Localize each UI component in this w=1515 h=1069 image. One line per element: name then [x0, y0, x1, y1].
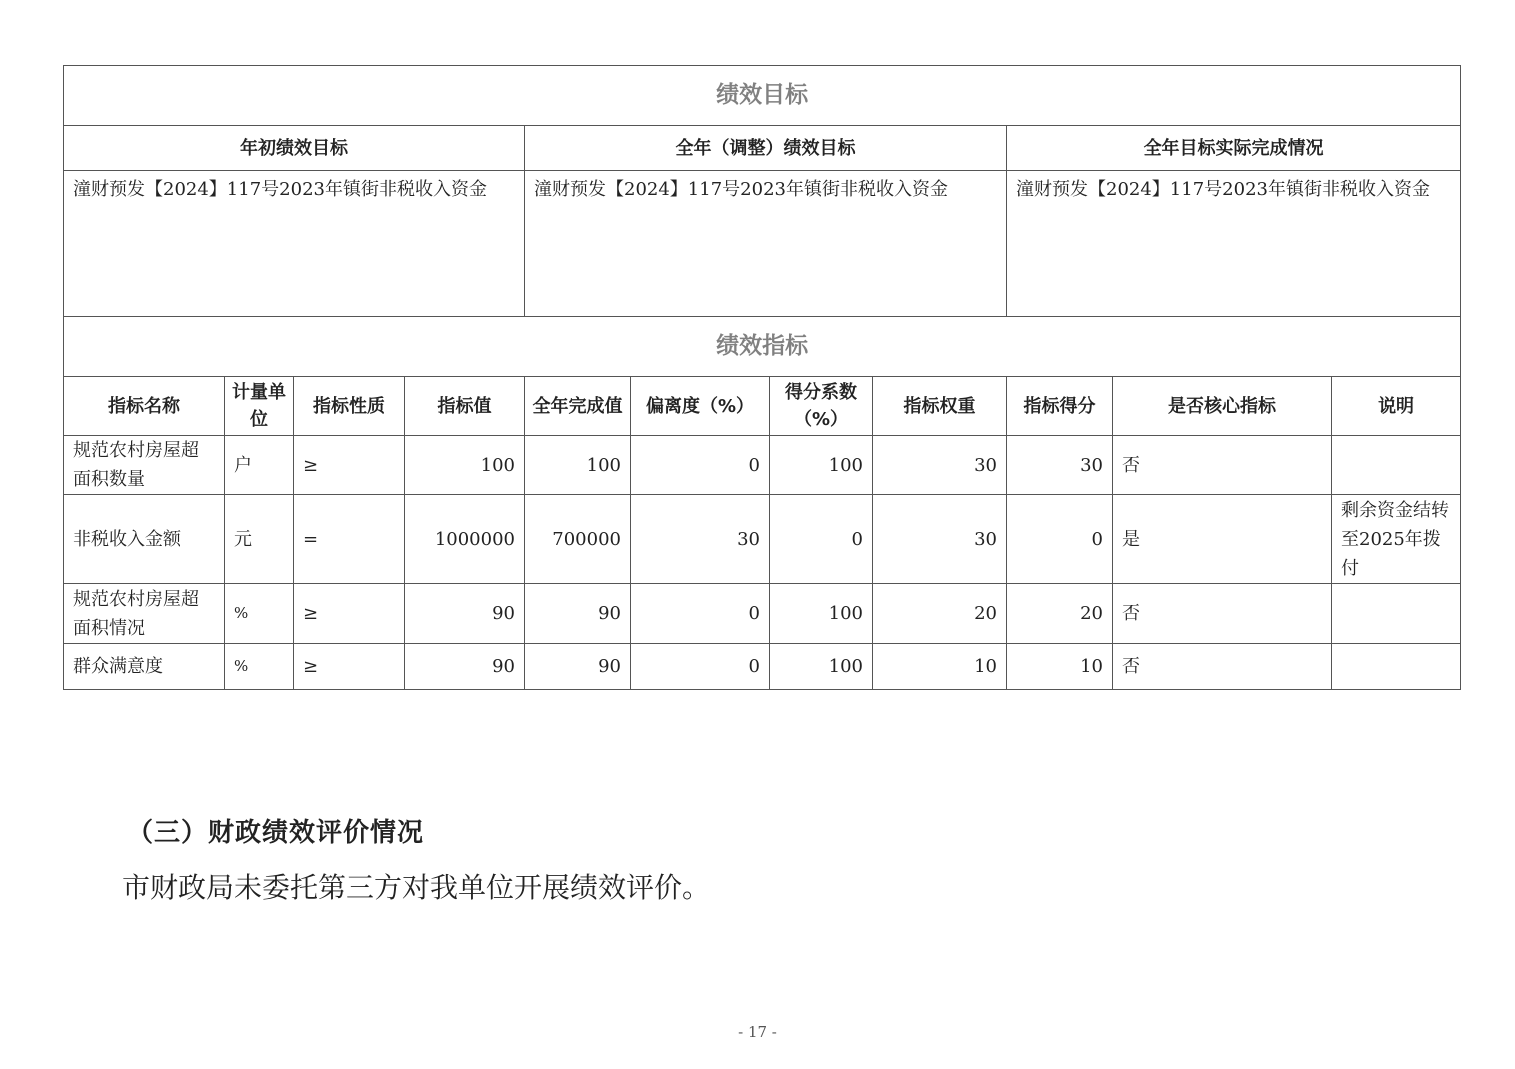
goal-initial-content: 潼财预发【2024】117号2023年镇街非税收入资金: [64, 171, 525, 317]
indicator-note: [1332, 436, 1461, 495]
header-coefficient: 得分系数（%）: [770, 377, 873, 436]
indicator-value: 90: [405, 584, 525, 644]
indicator-deviation: 30: [631, 495, 770, 584]
indicator-unit: 元: [225, 495, 294, 584]
header-core: 是否核心指标: [1113, 377, 1332, 436]
section-heading: （三）财政绩效评价情况: [127, 818, 425, 848]
indicator-coefficient: 100: [770, 644, 873, 690]
indicator-coefficient: 100: [770, 436, 873, 495]
goals-section-title: 绩效目标: [64, 66, 1461, 126]
indicator-name: 群众满意度: [64, 644, 225, 690]
table-row: [64, 436, 1461, 495]
indicator-actual: 700000: [525, 495, 631, 584]
indicator-note: 剩余资金结转至2025年拨付: [1332, 495, 1461, 584]
indicator-core: 否: [1113, 584, 1332, 644]
indicator-value: 90: [405, 644, 525, 690]
indicator-value: 1000000: [405, 495, 525, 584]
table-row: [64, 495, 1461, 584]
goals-header-actual: 全年目标实际完成情况: [1007, 126, 1461, 171]
goals-header-adjusted: 全年（调整）绩效目标: [525, 126, 1007, 171]
indicator-weight: 20: [873, 584, 1007, 644]
header-indicator-name: 指标名称: [64, 377, 225, 436]
header-score: 指标得分: [1007, 377, 1113, 436]
indicator-deviation: 0: [631, 436, 770, 495]
indicator-score: 10: [1007, 644, 1113, 690]
indicator-name: 规范农村房屋超面积数量: [64, 436, 225, 495]
header-actual-value: 全年完成值: [525, 377, 631, 436]
table-row: [64, 584, 1461, 644]
header-unit: 计量单位: [225, 377, 294, 436]
indicator-nature: =: [294, 495, 405, 584]
indicator-deviation: 0: [631, 644, 770, 690]
header-note: 说明: [1332, 377, 1461, 436]
indicator-score: 20: [1007, 584, 1113, 644]
indicator-deviation: 0: [631, 584, 770, 644]
indicator-actual: 90: [525, 584, 631, 644]
indicator-coefficient: 0: [770, 495, 873, 584]
header-target-value: 指标值: [405, 377, 525, 436]
indicator-coefficient: 100: [770, 584, 873, 644]
indicator-unit: %: [225, 584, 294, 644]
indicator-note: [1332, 644, 1461, 690]
indicator-weight: 30: [873, 436, 1007, 495]
indicator-core: 是: [1113, 495, 1332, 584]
indicator-name: 规范农村房屋超面积情况: [64, 584, 225, 644]
indicator-value: 100: [405, 436, 525, 495]
indicator-actual: 100: [525, 436, 631, 495]
indicator-nature: ≥: [294, 436, 405, 495]
performance-table: [63, 65, 1461, 690]
indicator-unit: %: [225, 644, 294, 690]
indicator-name: 非税收入金额: [64, 495, 225, 584]
page-number: - 17 -: [738, 1023, 777, 1041]
indicator-weight: 10: [873, 644, 1007, 690]
goals-header-initial: 年初绩效目标: [64, 126, 525, 171]
indicator-note: [1332, 584, 1461, 644]
indicator-unit: 户: [225, 436, 294, 495]
header-nature: 指标性质: [294, 377, 405, 436]
indicator-weight: 30: [873, 495, 1007, 584]
goal-adjusted-content: 潼财预发【2024】117号2023年镇街非税收入资金: [525, 171, 1007, 317]
header-weight: 指标权重: [873, 377, 1007, 436]
table-row: [64, 644, 1461, 690]
goal-actual-content: 潼财预发【2024】117号2023年镇街非税收入资金: [1007, 171, 1461, 317]
indicator-actual: 90: [525, 644, 631, 690]
section-body-text: 市财政局未委托第三方对我单位开展绩效评价。: [122, 871, 711, 904]
indicator-nature: ≥: [294, 584, 405, 644]
header-deviation: 偏离度（%）: [631, 377, 770, 436]
indicator-nature: ≥: [294, 644, 405, 690]
indicator-score: 0: [1007, 495, 1113, 584]
indicator-core: 否: [1113, 436, 1332, 495]
indicator-core: 否: [1113, 644, 1332, 690]
indicators-section-title: 绩效指标: [64, 317, 1461, 377]
indicator-score: 30: [1007, 436, 1113, 495]
